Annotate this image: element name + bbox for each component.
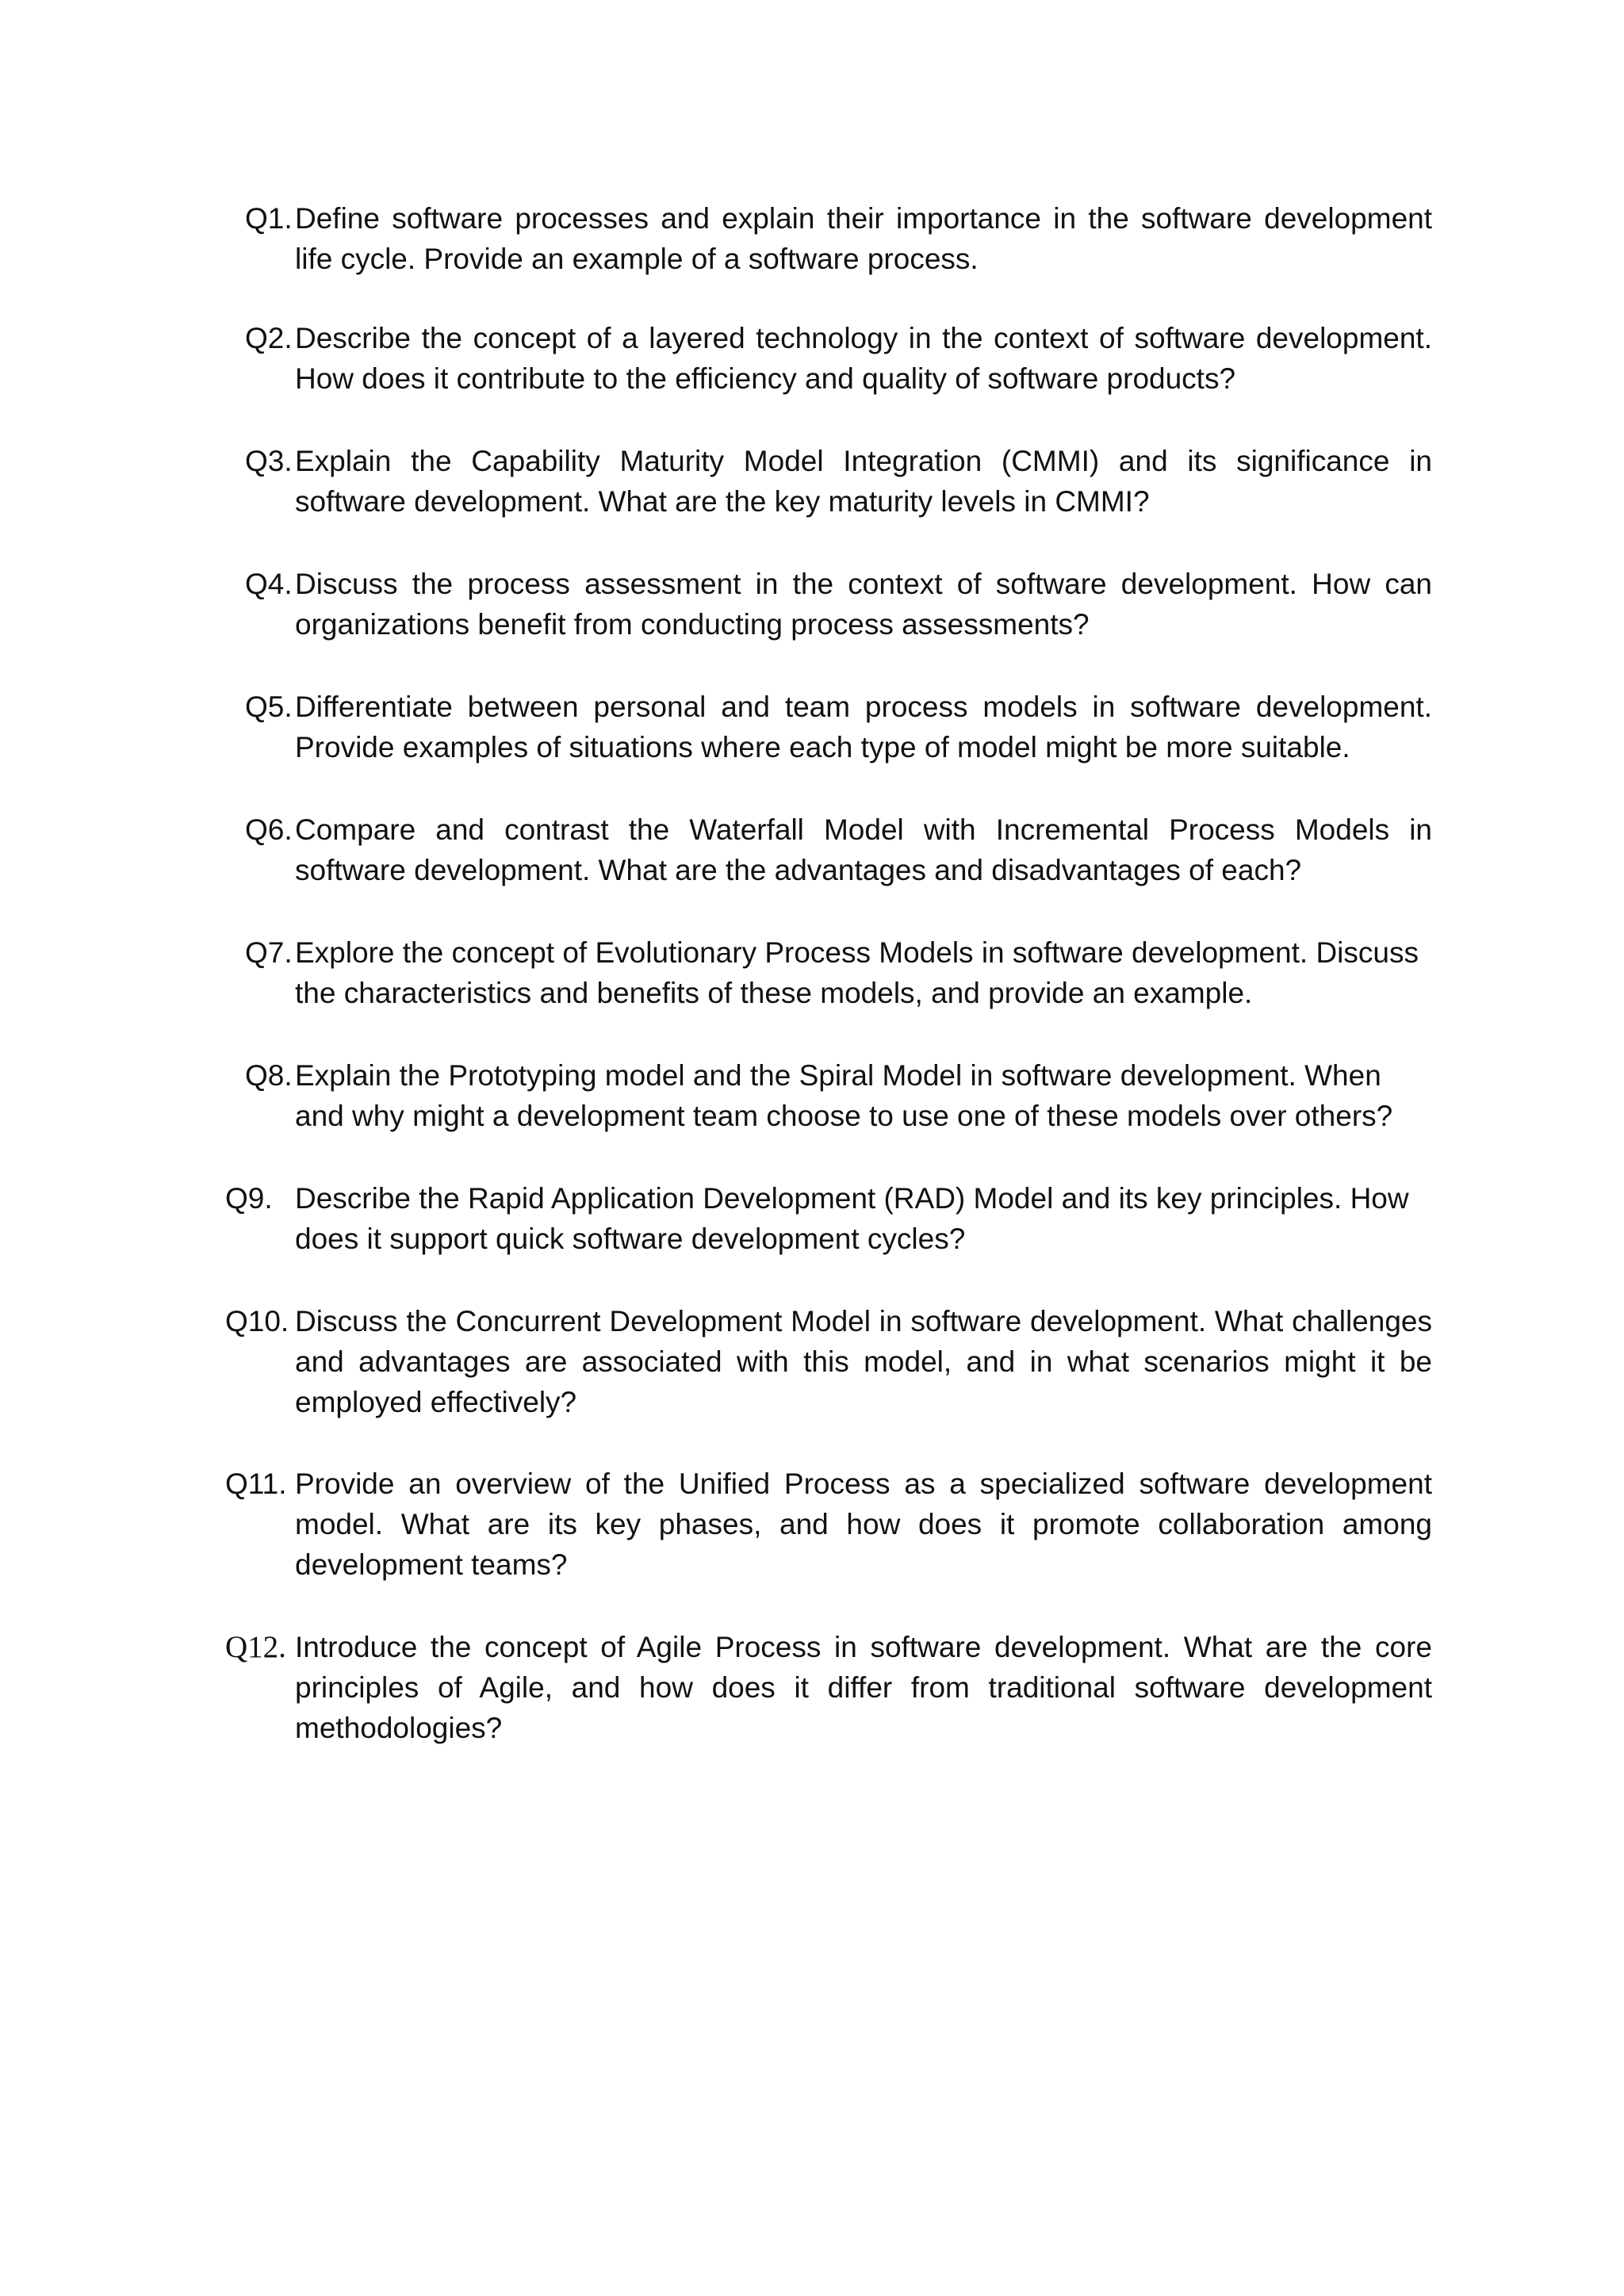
question-text: Explore the concept of Evolutionary Process Models in software development. Discuss the characteristics and benefits of these models, and provide an example. — [295, 936, 1419, 1009]
question-text: Provide an overview of the Unified Process as a specialized software development model. What are its key phases, and how does it promote collaboration among development teams? — [295, 1468, 1432, 1581]
question-text: Explain the Prototyping model and the Spiral Model in software development. When and why might a development team choose to use one of these models over others? — [295, 1059, 1393, 1132]
question-text: Differentiate between personal and team process models in software development. Provide examples of situations where each type of model might be more suitable. — [295, 691, 1432, 763]
question-number: Q2. — [245, 322, 293, 354]
question-text: Define software processes and explain their importance in the software development life cycle. Provide an example of a software process. — [295, 202, 1432, 275]
question-number: Q9. — [225, 1182, 273, 1215]
question-text: Explain the Capability Maturity Model Integration (CMMI) and its significance in software development. What are the key maturity levels in CMMI? — [295, 445, 1432, 518]
question-number: Q3. — [245, 445, 293, 477]
question-number: Q4. — [245, 568, 293, 600]
question-text: Discuss the process assessment in the context of software development. How can organizations benefit from conducting process assessments? — [295, 568, 1432, 641]
question-text: Introduce the concept of Agile Process in software development. What are the core principles of Agile, and how does it differ from traditional software development methodologies? — [295, 1631, 1432, 1744]
question-number: Q7. — [245, 936, 293, 969]
question-number: Q11. — [225, 1468, 287, 1500]
question-number: Q8. — [245, 1059, 293, 1092]
question-number: Q1. — [245, 202, 293, 235]
question-number: Q10. — [225, 1305, 289, 1337]
question-text: Discuss the Concurrent Development Model in software development. What challenges and advantages are associated with this model, and in what scenarios might it be employed effectively? — [295, 1305, 1432, 1418]
question-number: Q12. — [225, 1630, 286, 1664]
question-text: Compare and contrast the Waterfall Model with Incremental Process Models in software development. What are the advantages and disadvantages of each? — [295, 813, 1432, 886]
question-number: Q6. — [245, 813, 293, 846]
question-text: Describe the concept of a layered technology in the context of software development. How does it contribute to the efficiency and quality of software products? — [295, 322, 1432, 395]
question-text: Describe the Rapid Application Development (RAD) Model and its key principles. How does it support quick software development cycles? — [295, 1182, 1409, 1255]
question-number: Q5. — [245, 691, 293, 723]
